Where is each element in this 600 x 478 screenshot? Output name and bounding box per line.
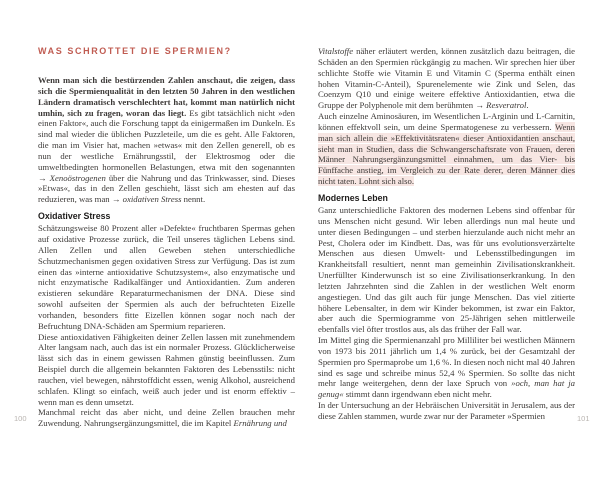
body-paragraph — [38, 332, 295, 408]
text-segment-italic: Vitalstoffe — [318, 46, 354, 56]
body-paragraph — [38, 75, 295, 205]
text-segment-normal: Es gibt tatsächlich nicht »den einen Faktor«, auch die Forschung tappt da einigermaßen im Dunkeln. Es sind mal wieder die üblichen Puzzleteile, um die es geht. Alle Faktoren, die man im Visier hat, machen »etwas« mit den Zellen generell, ob es nun der westliche Ernährungsstil, der Elektrosmog oder die umweltbedingten hormonellen Belastungen, etwa mit den sogenannten — [38, 107, 295, 172]
text-segment-italic: → Resveratrol — [475, 100, 527, 111]
body-paragraph — [318, 111, 575, 187]
text-segment-normal: stimmt dann irgendwann eben nicht mehr. — [343, 389, 492, 400]
body-paragraph — [38, 223, 295, 331]
page-number-left: 100 — [14, 414, 27, 423]
text-segment-italic: → oxidativen Stress — [111, 194, 182, 205]
chapter-heading: WAS SCHROTTET DIE SPERMIEN? — [38, 46, 232, 56]
text-segment-normal: Im Mittel ging die Spermienanzahl pro Milliliter bei westlichen Männern von 1973 bis 2011 jährlich um 1,4 % zurück, bei der Gesamtzahl der Spermien pro Spermaprobe um 1,6 %. In diesen noch nicht mal 40 Jahren sind es sage und schreibe minus 52,4 % Spermien. So sollte das nicht mehr lange weitergehen, denn der laxe Spruch von — [318, 335, 575, 389]
text-segment-normal: Manchmal reicht das aber nicht, und deine Zellen brauchen mehr Zuwendung. Nahrungsergänzungsmittel, die im Kapitel — [38, 407, 295, 429]
text-segment-normal: nennt. — [181, 194, 206, 205]
section-subheading: Modernes Leben — [318, 192, 388, 203]
text-segment-normal: über die Nahrung und das Trinkwasser, sind. Dieses »Etwas«, das in den Zellen geschieht, lässt sich am ehesten auf das reduzieren, was man — [38, 172, 295, 205]
body-paragraph — [318, 400, 575, 422]
text-segment-highlight: Wenn man sich allein die »Effektivitätsraten« dieser Antioxidantien anschaut, sieht man in Studien, dass die Schwangerschaftsrate von Frauen, deren Männer Nahrungsergänzungsmittel einnahmen, um das Vier- bis Fünffache anstieg, im Vergleich zu der Rate derer, deren Männer dies nicht taten. Lohnt sich also. — [318, 121, 575, 187]
text-segment-italic: »och, man hat ja genug« — [318, 378, 575, 400]
body-paragraph — [318, 46, 575, 111]
page-number-right: 101 — [577, 414, 590, 423]
text-segment-normal: näher erläutert werden, können zusätzlich dazu beitragen, die Schäden an den Spermien rückgängig zu machen. Wir sprechen hier über schlichte Stoffe wie Vitamin E und Vitamin C (Sperma enthält einen hohen Vitamin-C-Anteil), Spurenelemente wie Zink und Selen, das Coenzym Q10 und einige weitere effektive Antioxidantien, etwa die Gruppe der Polyphenole mit dem berühmten — [318, 46, 575, 111]
text-segment-normal: . — [526, 100, 529, 111]
text-segment-italic: → Xenoöstrogenen — [38, 172, 106, 183]
text-segment-normal: Ganz unterschiedliche Faktoren des modernen Lebens sind offenbar für uns Menschen nicht gesund. Wir leben allerdings nun mal heute und unter diesen Bedingungen – und sterben hierzulande auch nicht mehr an Pest, Cholera oder im Kindbett. Das, was für uns evolutionsverzärtelte Menschen aus diesen Umwelt- und Lebensstilbedingungen im Krankheitsfall resultiert, nennt man gemeinhin Zivilisationskrankheit. Unerfüllter Kinderwunsch ist so eine Zivilisationserkrankung. In den letzten Jahrzehnten sind die Zahlen in der westlichen Welt enorm angestiegen. Und das gilt auch für junge Menschen. Das viel zitierte höhere Lebensalter, in dem wir Kinder bekommen, ist zwar ein Faktor, aber auch die Spermiogramme von 25-Jährigen sehen mittlerweile ebenfalls viel öfter trostlos aus, als das früher der Fall war. — [318, 204, 575, 335]
page-right-body — [318, 46, 575, 422]
text-segment-bold: Wenn man sich die bestürzenden Zahlen anschaut, die zeigen, dass sich die Spermienqualität in den letzten 50 Jahren in den westlichen Ländern dramatisch verschlechtert hat, kommt man natürlich nicht umhin, sich zu fragen, woran das liegt. — [38, 75, 295, 118]
body-paragraph — [38, 407, 295, 429]
page-left — [38, 46, 295, 429]
section-subheading: Oxidativer Stress — [38, 211, 111, 222]
text-segment-italic: Ernährung und — [233, 418, 287, 429]
body-paragraph — [318, 335, 575, 400]
text-segment-normal: Schätzungsweise 80 Prozent aller »Defekte« fruchtbaren Spermas gehen auf oxidative Prozesse zurück, die Teil unseres täglichen Lebens sind. Allen Zellen und allen Geweben stehen unterschiedliche Schutzmechanismen gegen oxidativen Stress zur Verfügung. Das ist zum einen das »interne antioxidative Schutzsystem«, also enzymatische und nicht enzymatische Radikalfänger und Antioxidantien. Zum anderen existieren sekundäre Reparaturmechanismen der DNA. Diese sind sowohl aufseiten der Spermien als auch der befruchteten Eizelle vorhanden, besonders fitte Eizellen können sogar noch nach der Befruchtung DNA-Schäden am Spermium reparieren. — [38, 223, 295, 331]
text-segment-normal: Auch einzelne Aminosäuren, im Wesentlichen L-Arginin und L-Carnitin, können effektvoll sein, um deine Spermatogenese zu verbessern. — [318, 111, 575, 132]
text-segment-normal: In der Untersuchung an der Hebräischen Universität in Jerusalem, aus der diese Zahlen stammen, wurde zwar nur der Parameter »Spermien — [318, 400, 575, 421]
page-right — [318, 46, 575, 422]
text-segment-normal: Diese antioxidativen Fähigkeiten deiner Zellen lassen mit zunehmendem Alter langsam nach, auch das ist ein normaler Prozess. Glücklicherweise lässt sich das in einem gewissen Rahmen günstig beeinflussen. Zum Beispiel durch die allgemein bekannten Faktoren des Lebensstils: nicht rauchen, viel bewegen, nährstoffdicht essen, wenig Alkohol, ausreichend schlafen. Klingt so einfach, weiß auch jeder und ist enorm effektiv – wenn man es denn umsetzt. — [38, 331, 295, 407]
body-paragraph — [318, 205, 575, 335]
page-left-body — [38, 75, 295, 429]
